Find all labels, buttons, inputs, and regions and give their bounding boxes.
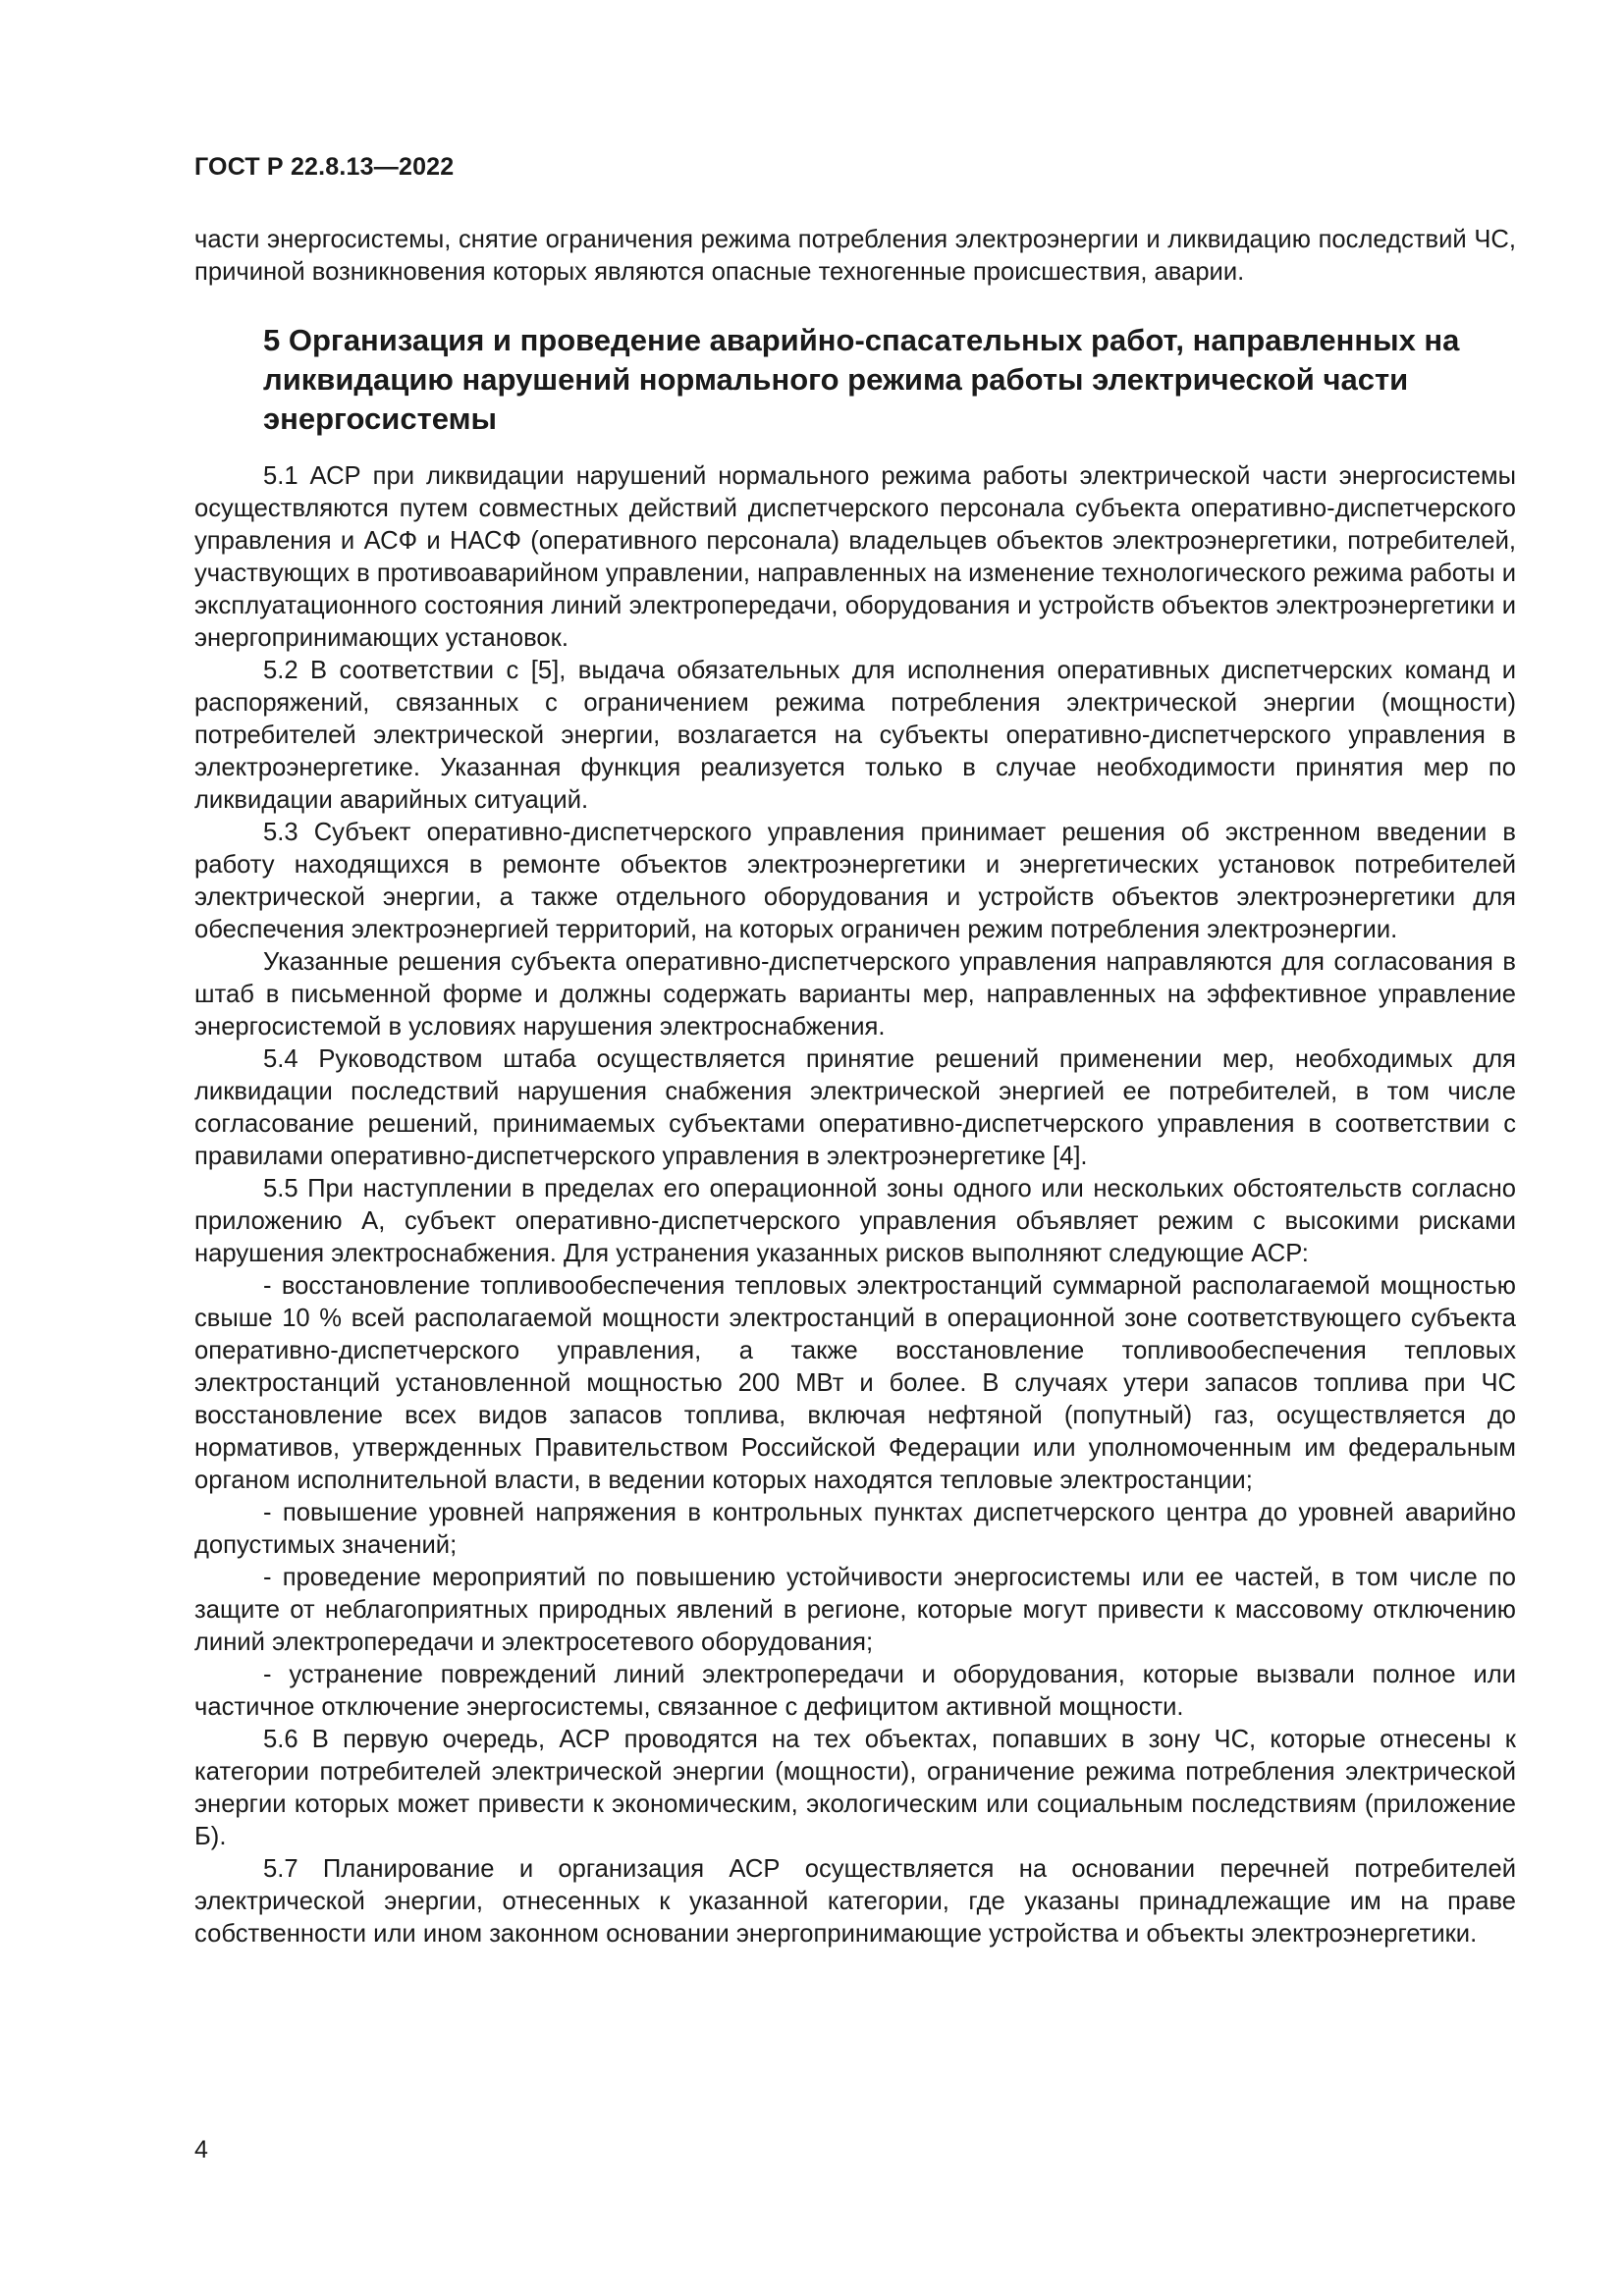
document-code-header: ГОСТ Р 22.8.13—2022 [194,153,455,181]
paragraph-5-4: 5.4 Руководством штаба осуществляется принятие решений применении мер, необходимых для ликвидации последствий нарушения снабжения электрической энергией ее потребителей, в том числе согласование решений, принимаемых субъектами оперативно-диспетчерского управления в соответствии с правилами оперативно-диспетчерского управления в электроэнергетике [4]. [194,1045,1516,1170]
list-item-damage-repair: - устранение повреждений линий электропередачи и оборудования, которые вызвали полное или частичное отключение энергосистемы, связанное с дефицитом активной мощности. [194,1661,1516,1721]
paragraph-5-6: 5.6 В первую очередь, АСР проводятся на тех объектах, попавших в зону ЧС, которые отнесены к категории потребителей электрической энергии (мощности), ограничение режима потребления электрической энергии которых может привести к экономическим, экологическим или социальным последствиям (приложение Б). [194,1726,1516,1850]
page-number: 4 [194,2136,208,2163]
paragraph-5-7: 5.7 Планирование и организация АСР осуществляется на основании перечней потребителей электрической энергии, отнесенных к указанной категории, где указаны принадлежащие им на праве собственности или ином законном основании энергопринимающие устройства и объекты электроэнергетики. [194,1855,1516,1948]
paragraph-5-5: 5.5 При наступлении в пределах его операционной зоны одного или нескольких обстоятельств согласно приложению А, субъект оперативно-диспетчерского управления объявляет режим с высокими рисками нарушения электроснабжения. Для устранения указанных рисков выполняют следующие АСР: [194,1175,1516,1267]
section-title: 5 Организация и проведение аварийно-спасательных работ, направленных на ликвидацию нарушений нормального режима работы электрической части энергосистемы [263,323,1460,436]
paragraph-5-1: 5.1 АСР при ликвидации нарушений нормального режима работы электрической части энергосистемы осуществляются путем совместных действий диспетчерского персонала субъекта оперативно-диспетчерского управления и АСФ и НАСФ (оперативного персонала) владельцев объектов электроэнергетики, потребителей, участвующих в противоаварийном управлении, направленных на изменение технологического режима работы и эксплуатационного состояния линий электропередачи, оборудования и устройств объектов электроэнергетики и энергопринимающих установок. [194,462,1516,652]
page-content [194,224,1516,1950]
list-item-fuel-supply: - восстановление топливообеспечения тепловых электростанций суммарной располагаемой мощностью свыше 10 % всей располагаемой мощности электростанций в операционной зоне соответствующего субъекта оперативно-диспетчерского управления, а также восстановление топливообеспечения тепловых электростанций установленной мощностью 200 МВт и более. В случаях утери запасов топлива при ЧС восстановление всех видов запасов топлива, включая нефтяной (попутный) газ, осуществляется до нормативов, утвержденных Правительством Российской Федерации или уполномоченным им федеральным органом исполнительной власти, в ведении которых находятся тепловые электростанции; [194,1272,1516,1494]
list-item-stability-measures: - проведение мероприятий по повышению устойчивости энергосистемы или ее частей, в том числе по защите от неблагоприятных природных явлений в регионе, которые могут привести к массовому отключению линий электропередачи и электросетевого оборудования; [194,1564,1516,1656]
paragraph-5-3: 5.3 Субъект оперативно-диспетчерского управления принимает решения об экстренном введении в работу находящихся в ремонте объектов электроэнергетики и энергетических установок потребителей электрической энергии, а также отдельного оборудования и устройств объектов электроэнергетики для обеспечения электроэнергией территорий, на которых ограничен режим потребления электроэнергии. [194,819,1516,943]
paragraph-5-3-continued: Указанные решения субъекта оперативно-диспетчерского управления направляются для согласования в штаб в письменной форме и должны содержать варианты мер, направленных на эффективное управление энергосистемой в условиях нарушения электроснабжения. [194,948,1516,1041]
list-item-voltage-levels: - повышение уровней напряжения в контрольных пунктах диспетчерского центра до уровней аварийно допустимых значений; [194,1499,1516,1559]
paragraph-5-2: 5.2 В соответствии с [5], выдача обязательных для исполнения оперативных диспетчерских команд и распоряжений, связанных с ограничением режима потребления электрической энергии (мощности) потребителей электрической энергии, возлагается на субъекты оперативно-диспетчерского управления в электроэнергетике. Указанная функция реализуется только в случае необходимости принятия мер по ликвидации аварийных ситуаций. [194,657,1516,814]
intro-paragraph: части энергосистемы, снятие ограничения режима потребления электроэнергии и ликвидацию последствий ЧС, причиной возникновения которых являются опасные техногенные происшествия, аварии. [194,226,1516,286]
